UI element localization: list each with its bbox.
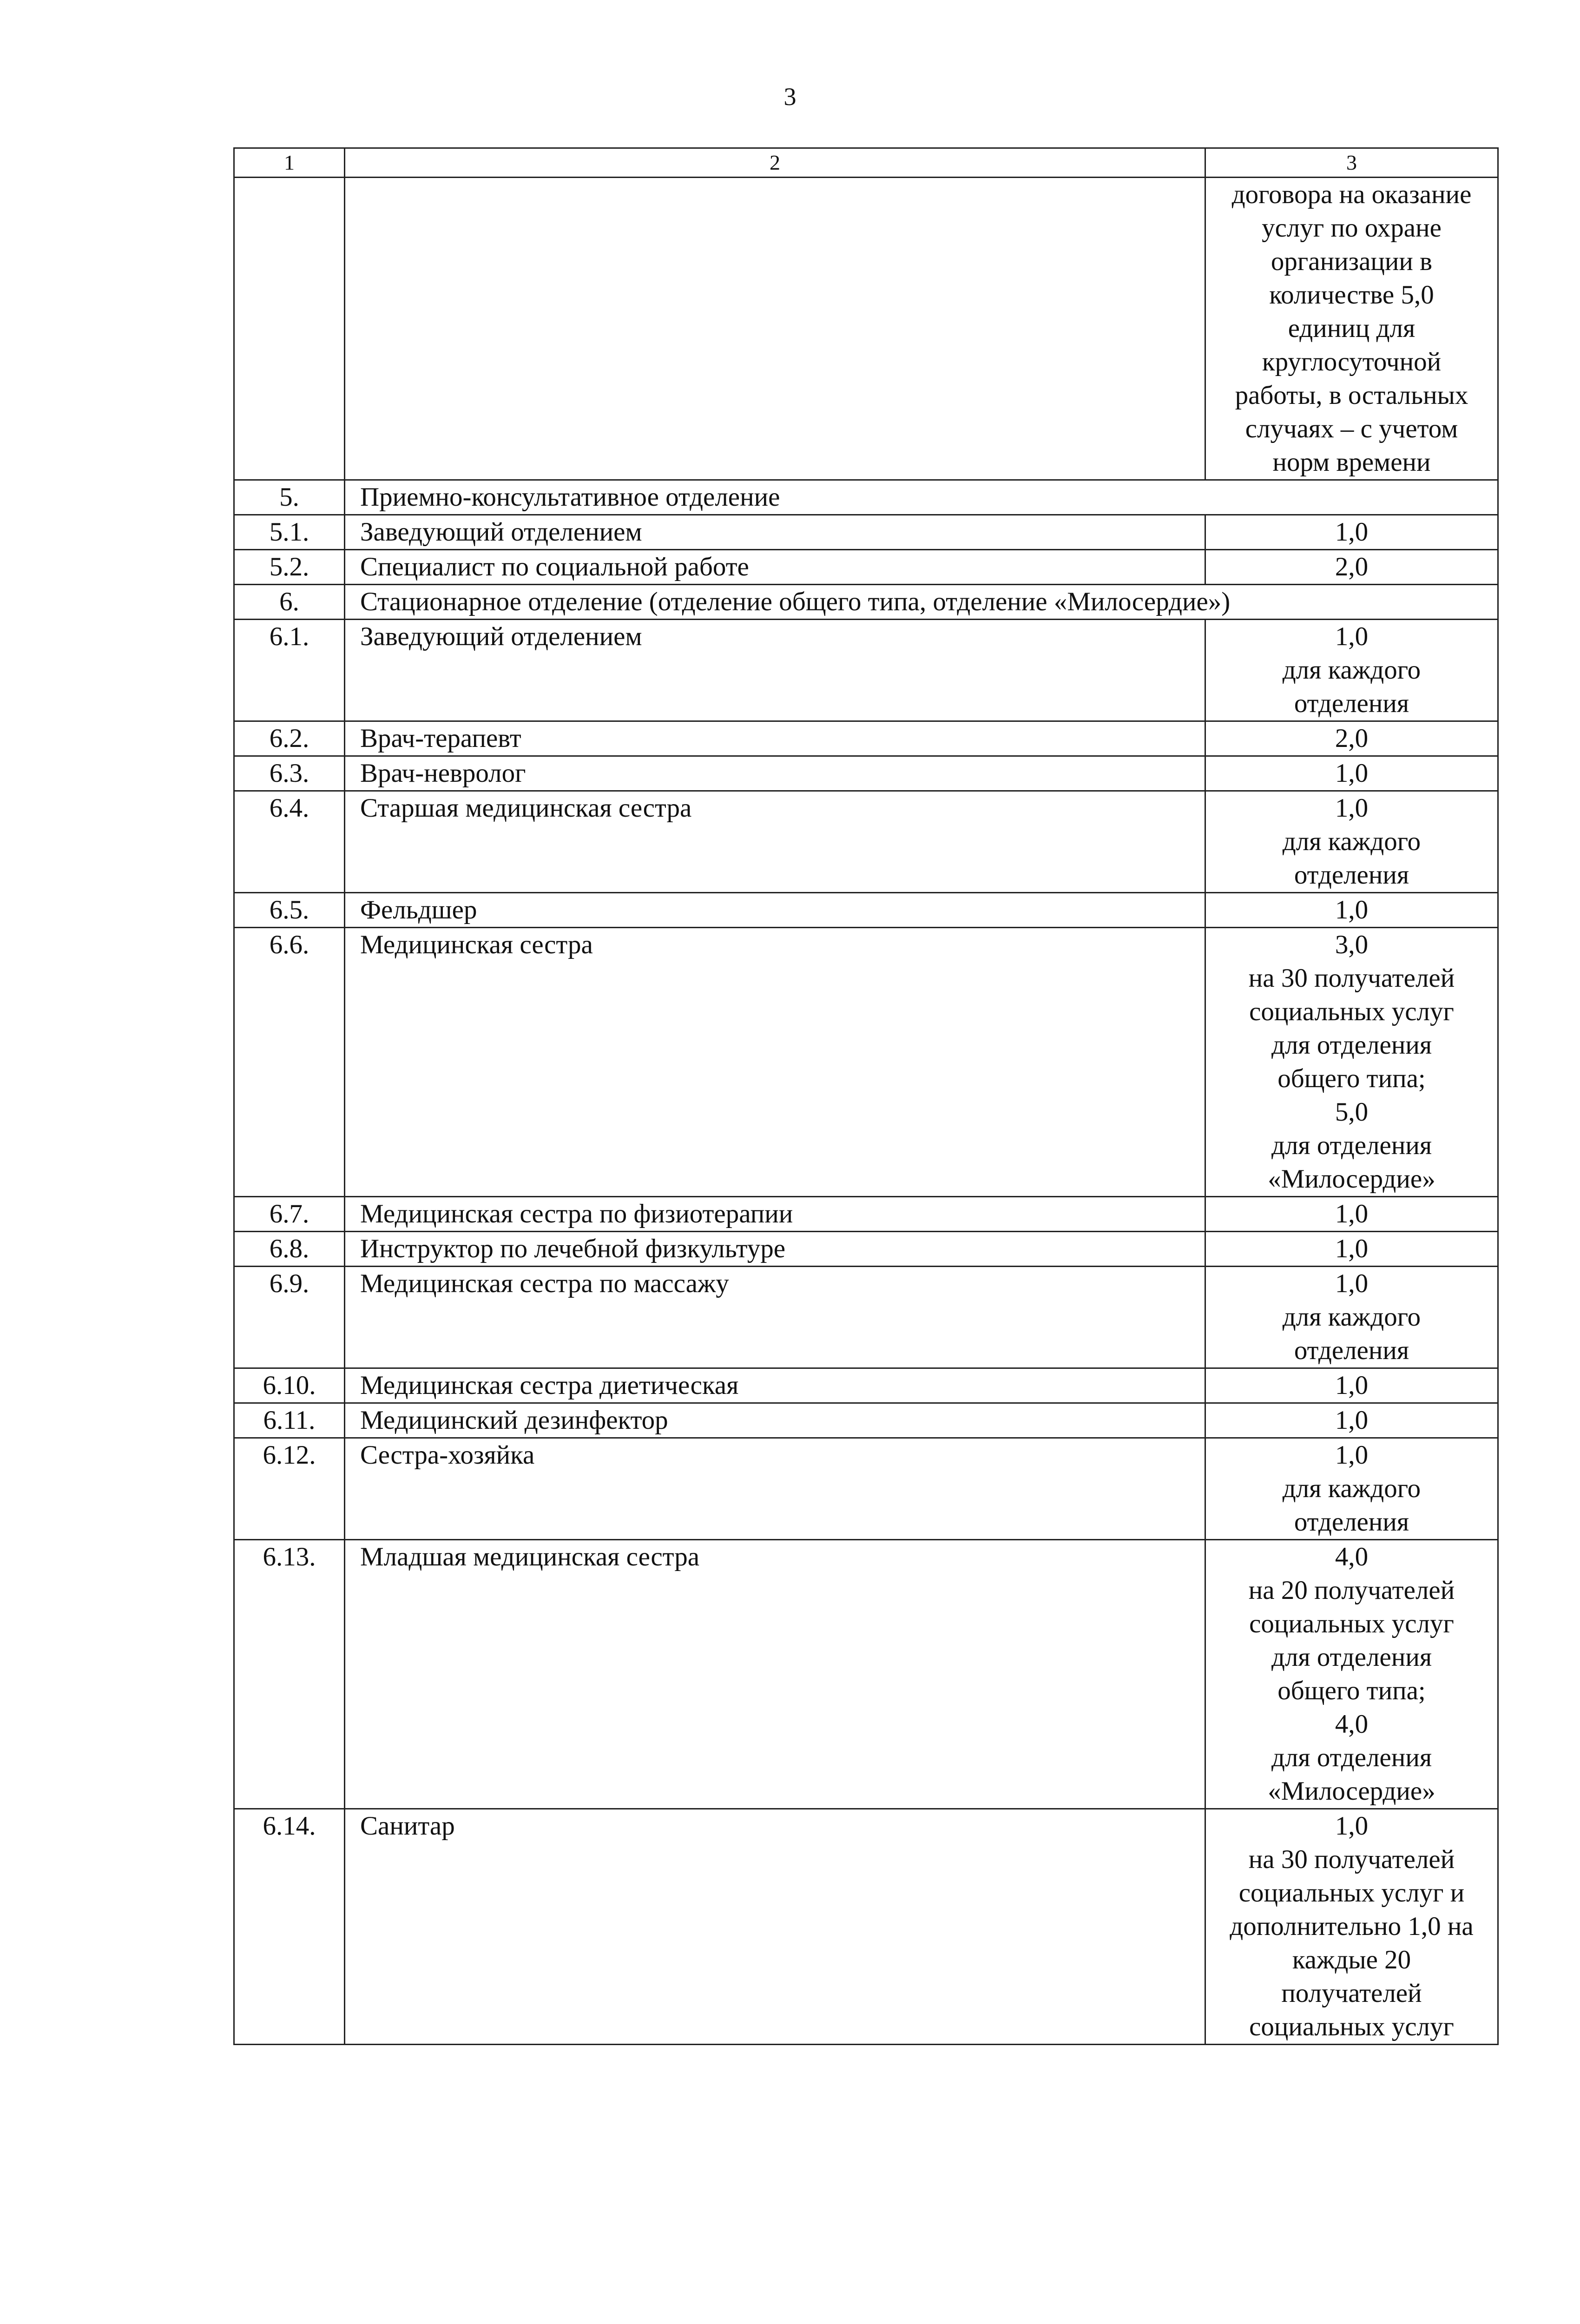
table-row — [234, 1540, 1498, 1809]
row-number-cell: 5.2. — [234, 550, 345, 585]
staff-count-cell — [1205, 1438, 1498, 1540]
staff-count-line: «Милосердие» — [1268, 1776, 1435, 1806]
staff-count-line: норм времени — [1272, 448, 1431, 477]
staff-count-line: для каждого — [1282, 1302, 1421, 1332]
staff-count-line: на 20 получателей — [1248, 1576, 1455, 1605]
staff-count-line: услуг по охране — [1262, 213, 1442, 243]
staff-count-cell — [1205, 550, 1498, 585]
staff-count-line: социальных услуг — [1249, 2012, 1454, 2041]
row-number-cell: 6.10. — [234, 1368, 345, 1403]
staff-count-line: каждые 20 — [1292, 1945, 1411, 1974]
staff-count-cell — [1205, 756, 1498, 791]
staff-count-line: отделения — [1294, 689, 1409, 718]
staff-count-line: договора на оказание — [1231, 180, 1472, 209]
table-row — [234, 1403, 1498, 1438]
staff-count-cell — [1205, 1368, 1498, 1403]
staff-count-cell — [1205, 791, 1498, 893]
staff-count-cell — [1205, 893, 1498, 928]
staff-count-line: для каждого — [1282, 655, 1421, 685]
row-number-cell: 6.8. — [234, 1232, 345, 1267]
staff-count-line: для отделения — [1271, 1131, 1432, 1160]
staff-count-cell — [1205, 721, 1498, 756]
staff-count-cell — [1205, 620, 1498, 721]
table-row — [234, 1232, 1498, 1267]
staff-count-line: отделения — [1294, 1507, 1409, 1537]
staff-count-cell — [1205, 178, 1498, 480]
section-row — [234, 585, 1498, 620]
table-row — [234, 1368, 1498, 1403]
table-row — [234, 1438, 1498, 1540]
position-name-cell: Старшая медицинская сестра — [345, 791, 1205, 893]
table-row — [234, 928, 1498, 1197]
staff-count-line: 1,0 — [1335, 1234, 1369, 1263]
staff-count-line: на 30 получателей — [1248, 1845, 1455, 1874]
position-name-cell: Специалист по социальной работе — [345, 550, 1205, 585]
row-number-cell: 6.13. — [234, 1540, 345, 1809]
table-row — [234, 620, 1498, 721]
staff-count-line: 1,0 — [1335, 517, 1369, 547]
staff-count-line: социальных услуг — [1249, 1609, 1454, 1638]
table-row — [234, 1197, 1498, 1232]
staff-count-line: дополнительно 1,0 на — [1230, 1912, 1474, 1941]
staff-count-cell — [1205, 1232, 1498, 1267]
position-name-cell: Медицинская сестра — [345, 928, 1205, 1197]
row-number-cell: 6.11. — [234, 1403, 345, 1438]
row-number-cell: 5.1. — [234, 515, 345, 550]
position-name-cell: Санитар — [345, 1809, 1205, 2045]
staff-count-cell — [1205, 928, 1498, 1197]
staff-count-cell — [1205, 1540, 1498, 1809]
staff-count-line: случаях – с учетом — [1245, 414, 1458, 443]
staff-count-line: круглосуточной — [1262, 347, 1442, 376]
row-number-cell: 6.14. — [234, 1809, 345, 2045]
staff-count-line: организации в — [1271, 247, 1433, 276]
row-number-cell — [234, 178, 345, 480]
staff-count-line: социальных услуг и — [1238, 1878, 1465, 1908]
staff-count-line: социальных услуг — [1249, 997, 1454, 1026]
section-title-cell: Приемно-консультативное отделение — [345, 480, 1498, 515]
staff-count-cell — [1205, 515, 1498, 550]
staff-count-line: 4,0 — [1335, 1710, 1369, 1739]
table-row — [234, 1267, 1498, 1368]
section-row — [234, 480, 1498, 515]
staff-count-line: 1,0 — [1335, 1406, 1369, 1435]
position-name-cell: Медицинская сестра по физиотерапии — [345, 1197, 1205, 1232]
position-name-cell: Заведующий отделением — [345, 620, 1205, 721]
staff-count-cell — [1205, 1403, 1498, 1438]
staff-count-line: 1,0 — [1335, 1440, 1369, 1470]
staff-count-line: 1,0 — [1335, 759, 1369, 788]
table-row — [234, 721, 1498, 756]
position-name-cell — [345, 178, 1205, 480]
staffing-table — [233, 147, 1499, 2045]
column-header-1: 1 — [234, 148, 345, 178]
table-row — [234, 178, 1498, 480]
table-row — [234, 756, 1498, 791]
section-title-cell: Стационарное отделение (отделение общего типа, отделение «Милосердие») — [345, 585, 1498, 620]
staff-count-line: для каждого — [1282, 1474, 1421, 1503]
staff-count-line: единиц для — [1288, 314, 1415, 343]
staff-count-line: для каждого — [1282, 827, 1421, 856]
staff-count-line: 4,0 — [1335, 1542, 1369, 1571]
staff-count-cell — [1205, 1267, 1498, 1368]
staff-count-line: 1,0 — [1335, 1371, 1369, 1400]
staff-count-line: 1,0 — [1335, 895, 1369, 924]
row-number-cell: 6. — [234, 585, 345, 620]
staff-count-line: получателей — [1281, 1979, 1422, 2008]
staff-count-line: общего типа; — [1277, 1064, 1426, 1093]
position-name-cell: Врач-терапевт — [345, 721, 1205, 756]
staff-count-cell — [1205, 1809, 1498, 2045]
row-number-cell: 6.9. — [234, 1267, 345, 1368]
column-header-2: 2 — [345, 148, 1205, 178]
position-name-cell: Заведующий отделением — [345, 515, 1205, 550]
position-name-cell: Медицинская сестра диетическая — [345, 1368, 1205, 1403]
position-name-cell: Младшая медицинская сестра — [345, 1540, 1205, 1809]
staff-count-line: 3,0 — [1335, 930, 1369, 959]
table-row — [234, 550, 1498, 585]
staff-count-line: «Милосердие» — [1268, 1164, 1435, 1194]
staff-count-line: 1,0 — [1335, 622, 1369, 651]
row-number-cell: 6.4. — [234, 791, 345, 893]
row-number-cell: 6.2. — [234, 721, 345, 756]
row-number-cell: 6.1. — [234, 620, 345, 721]
row-number-cell: 6.5. — [234, 893, 345, 928]
position-name-cell: Фельдшер — [345, 893, 1205, 928]
table-header-row — [234, 148, 1498, 178]
staff-count-line: отделения — [1294, 1336, 1409, 1365]
staff-count-line: 2,0 — [1335, 552, 1369, 581]
table-row — [234, 791, 1498, 893]
row-number-cell: 6.6. — [234, 928, 345, 1197]
staff-count-line: работы, в остальных — [1235, 381, 1468, 410]
staff-count-line: общего типа; — [1277, 1676, 1426, 1705]
staff-count-line: 2,0 — [1335, 724, 1369, 753]
position-name-cell: Медицинская сестра по массажу — [345, 1267, 1205, 1368]
staff-count-line: для отделения — [1271, 1743, 1432, 1772]
table-row — [234, 515, 1498, 550]
position-name-cell: Сестра-хозяйка — [345, 1438, 1205, 1540]
staff-count-cell — [1205, 1197, 1498, 1232]
staff-count-line: 1,0 — [1335, 1269, 1369, 1298]
table-row — [234, 893, 1498, 928]
staff-count-line: на 30 получателей — [1248, 964, 1455, 993]
position-name-cell: Врач-невролог — [345, 756, 1205, 791]
staff-count-line: для отделения — [1271, 1030, 1432, 1060]
table-row — [234, 1809, 1498, 2045]
position-name-cell: Медицинский дезинфектор — [345, 1403, 1205, 1438]
row-number-cell: 6.12. — [234, 1438, 345, 1540]
row-number-cell: 5. — [234, 480, 345, 515]
staff-count-line: отделения — [1294, 860, 1409, 890]
staff-count-line: количестве 5,0 — [1269, 280, 1434, 310]
column-header-3: 3 — [1205, 148, 1498, 178]
staff-count-line: 1,0 — [1335, 1199, 1369, 1228]
staff-count-line: 1,0 — [1335, 1811, 1369, 1841]
row-number-cell: 6.7. — [234, 1197, 345, 1232]
staff-count-line: для отделения — [1271, 1643, 1432, 1672]
staff-count-line: 1,0 — [1335, 793, 1369, 823]
table-body — [234, 148, 1498, 2045]
row-number-cell: 6.3. — [234, 756, 345, 791]
position-name-cell: Инструктор по лечебной физкультуре — [345, 1232, 1205, 1267]
staff-count-line: 5,0 — [1335, 1097, 1369, 1127]
page-number: 3 — [783, 83, 797, 111]
